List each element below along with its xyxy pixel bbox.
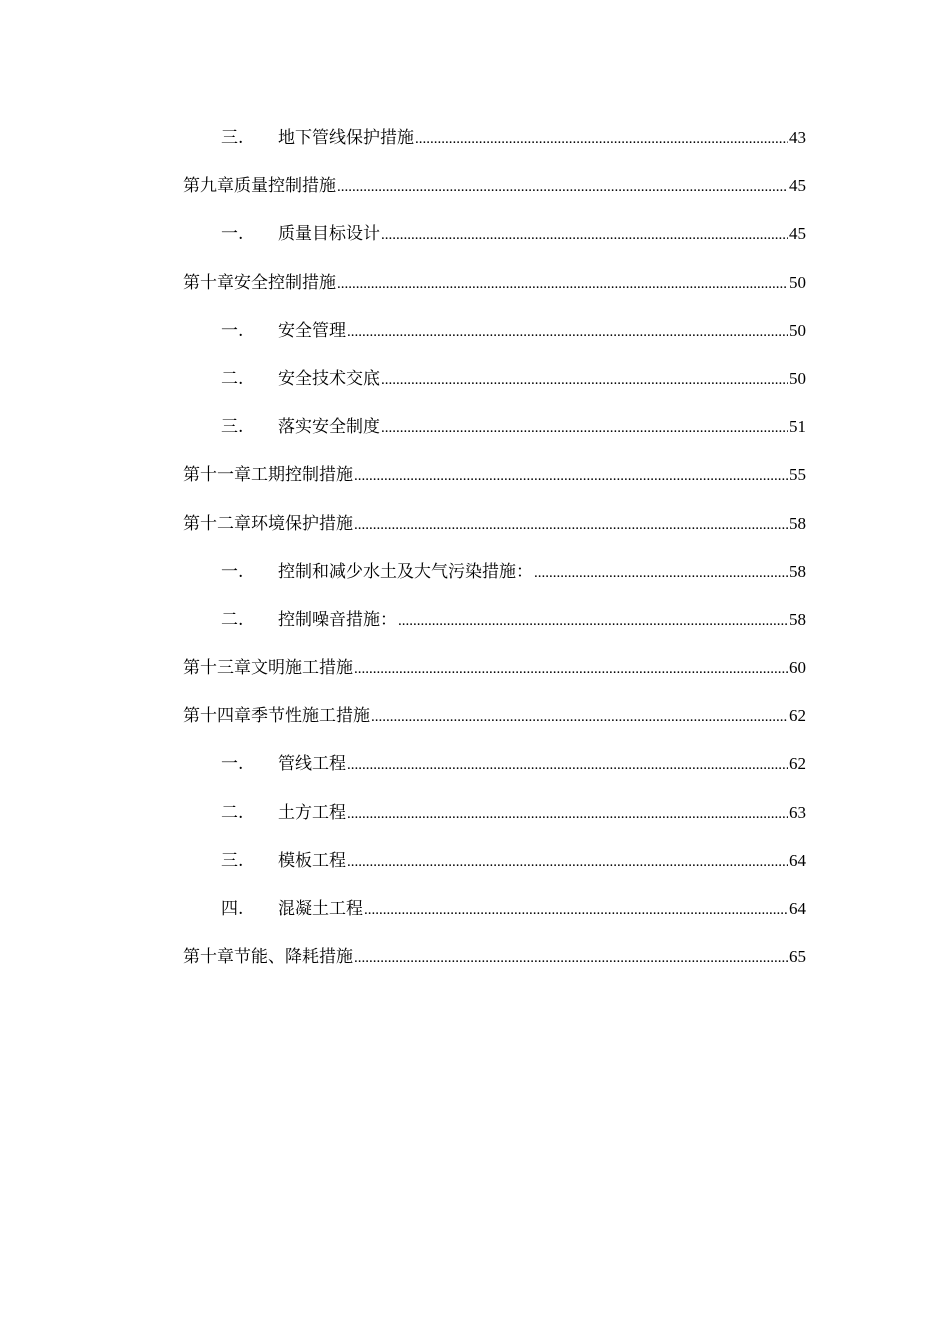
toc-entry-title: 第十一章工期控制措施 [183, 465, 353, 486]
toc-entry-page: 43 [789, 128, 806, 147]
toc-entry-page: 51 [789, 417, 806, 437]
toc-entry-title: 安全技术交底 [278, 368, 380, 389]
toc-dot-leader [347, 798, 788, 830]
toc-entry-page: 64 [789, 899, 806, 918]
toc-entry-title: 土方工程 [278, 802, 346, 823]
toc-entry-number: 二. [221, 609, 244, 630]
toc-entry[interactable] [183, 700, 806, 748]
toc-entry[interactable] [183, 652, 806, 700]
toc-entry-title: 第九章质量控制措施 [183, 176, 336, 197]
toc-entry[interactable] [183, 411, 806, 459]
toc-dot-leader [347, 846, 788, 878]
toc-entry-page: 60 [789, 658, 806, 678]
toc-entry-title: 质量目标设计 [278, 224, 380, 245]
toc-dot-leader [354, 509, 788, 541]
toc-entry-title: 第十四章季节性施工措施 [183, 706, 370, 727]
toc-entry-page: 45 [789, 224, 806, 244]
toc-entry-page: 63 [789, 802, 806, 822]
toc-entry[interactable] [183, 748, 806, 796]
toc-entry[interactable] [183, 845, 806, 893]
toc-entry-page: 45 [789, 176, 806, 196]
toc-entry[interactable] [183, 267, 806, 315]
toc-entry-number: 一. [221, 754, 244, 775]
toc-entry-title: 混凝土工程 [278, 899, 363, 919]
toc-dot-leader [415, 123, 788, 155]
toc-entry-page: 64 [789, 850, 806, 870]
toc-dot-leader [534, 557, 788, 589]
toc-entry[interactable] [183, 941, 806, 989]
toc-dot-leader [347, 316, 788, 348]
toc-entry-title: 控制噪音措施： [278, 609, 397, 630]
toc-entry-title: 第十三章文明施工措施 [183, 658, 353, 679]
table-of-contents [183, 122, 806, 989]
toc-entry[interactable] [183, 315, 806, 363]
toc-entry-title: 模板工程 [278, 850, 346, 871]
toc-dot-leader [381, 364, 788, 396]
toc-dot-leader [337, 171, 788, 203]
toc-dot-leader [354, 653, 788, 685]
toc-dot-leader [371, 701, 788, 733]
toc-entry-number: 二. [221, 368, 244, 389]
toc-dot-leader [364, 894, 788, 926]
toc-entry-page: 50 [789, 320, 806, 340]
toc-entry[interactable] [183, 797, 806, 845]
toc-dot-leader [381, 412, 788, 444]
toc-entry-page: 58 [789, 561, 806, 581]
toc-entry-page: 58 [789, 513, 806, 533]
toc-entry[interactable] [183, 459, 806, 507]
toc-entry-page: 62 [789, 754, 806, 774]
toc-entry-number: 一. [221, 561, 244, 582]
toc-entry-number: 一. [221, 224, 244, 245]
toc-entry[interactable] [183, 363, 806, 411]
toc-entry-number: 一. [221, 320, 244, 341]
toc-entry-title: 第十章安全控制措施 [183, 272, 336, 293]
toc-entry-page: 50 [789, 272, 806, 292]
toc-entry[interactable] [183, 122, 806, 170]
toc-dot-leader [337, 268, 788, 300]
toc-entry-title: 管线工程 [278, 754, 346, 775]
toc-entry[interactable] [183, 604, 806, 652]
toc-entry-title: 控制和减少水土及大气污染措施： [278, 561, 533, 582]
toc-entry[interactable] [183, 508, 806, 556]
toc-entry-page: 50 [789, 368, 806, 388]
toc-entry-title: 落实安全制度 [278, 417, 380, 438]
toc-entry-page: 58 [789, 609, 806, 629]
toc-entry[interactable] [183, 556, 806, 604]
toc-dot-leader [347, 749, 788, 781]
toc-entry-title: 地下管线保护措施 [278, 128, 414, 148]
toc-entry-title: 安全管理 [278, 320, 346, 341]
toc-entry-page: 65 [789, 947, 806, 967]
toc-entry[interactable] [183, 893, 806, 941]
toc-dot-leader [354, 460, 788, 492]
toc-entry-number: 三. [221, 128, 244, 148]
toc-entry-title: 第十二章环境保护措施 [183, 513, 353, 534]
toc-entry-number: 三. [221, 417, 244, 438]
toc-dot-leader [354, 942, 788, 974]
toc-entry-page: 62 [789, 706, 806, 726]
toc-entry-number: 二. [221, 802, 244, 823]
toc-dot-leader [398, 605, 788, 637]
toc-entry-number: 四. [221, 899, 244, 919]
toc-dot-leader [381, 219, 788, 251]
toc-entry[interactable] [183, 170, 806, 218]
toc-entry-title: 第十章节能、降耗措施 [183, 947, 353, 968]
toc-entry[interactable] [183, 218, 806, 266]
toc-entry-page: 55 [789, 465, 806, 485]
toc-entry-number: 三. [221, 850, 244, 871]
